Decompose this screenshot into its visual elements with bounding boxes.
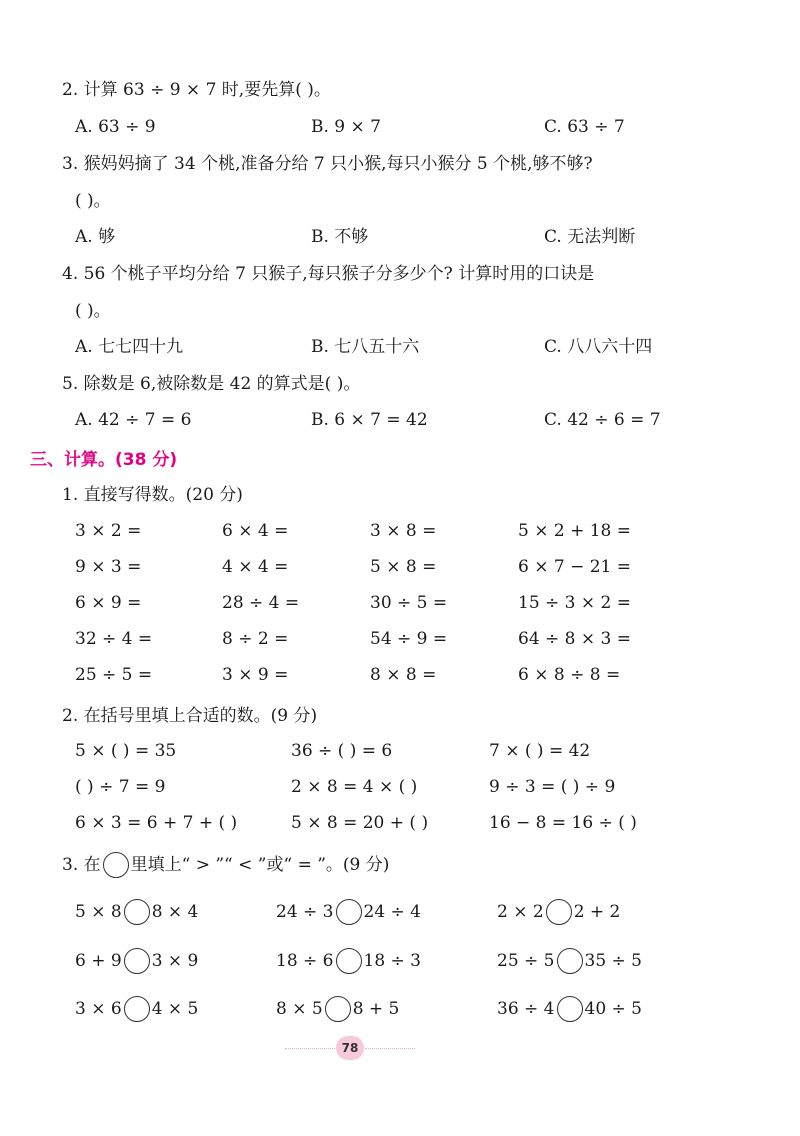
comparison-item bbox=[276, 948, 421, 975]
calc-item: 3 × 8 = bbox=[370, 521, 437, 541]
fill-blank-item: 36 ÷ ( ) = 6 bbox=[291, 741, 393, 761]
comparison-item bbox=[497, 899, 620, 926]
answer-circle[interactable] bbox=[124, 899, 150, 925]
comparison-right-expression: 18 ÷ 3 bbox=[363, 951, 421, 971]
question-5-option-a: A. 42 ÷ 7 = 6 bbox=[75, 410, 192, 430]
comparison-left-expression: 24 ÷ 3 bbox=[276, 902, 334, 922]
answer-circle[interactable] bbox=[124, 996, 150, 1022]
answer-circle[interactable] bbox=[124, 948, 150, 974]
question-5-option-c: C. 42 ÷ 6 = 7 bbox=[544, 410, 661, 430]
comparison-item bbox=[276, 899, 421, 926]
fill-blank-item: 5 × 8 = 20 + ( ) bbox=[291, 813, 429, 833]
comparison-item bbox=[75, 948, 198, 975]
fill-blank-item: 9 ÷ 3 = ( ) ÷ 9 bbox=[489, 777, 616, 797]
page-footer bbox=[0, 1034, 800, 1064]
comparison-left-expression: 18 ÷ 6 bbox=[276, 951, 334, 971]
question-2-option-a: A. 63 ÷ 9 bbox=[75, 117, 156, 137]
comparison-left-expression: 25 ÷ 5 bbox=[497, 951, 555, 971]
question-3-option-c: C. 无法判断 bbox=[544, 227, 636, 247]
question-2-stem: 2. 计算 63 ÷ 9 × 7 时,要先算( )。 bbox=[62, 80, 331, 100]
answer-circle[interactable] bbox=[557, 996, 583, 1022]
comparison-circle-icon bbox=[103, 852, 129, 878]
calc-item: 6 × 4 = bbox=[222, 521, 289, 541]
section-3-title: 三、计算。(38 分) bbox=[30, 450, 178, 470]
answer-circle[interactable] bbox=[336, 948, 362, 974]
comparison-right-expression: 2 + 2 bbox=[573, 902, 621, 922]
calc-item: 30 ÷ 5 = bbox=[370, 593, 448, 613]
comparison-left-expression: 8 × 5 bbox=[276, 999, 323, 1019]
question-2-option-b: B. 9 × 7 bbox=[311, 117, 381, 137]
part-3-title-suffix: 里填上“ > ”“ < ”或“ = ”。(9 分) bbox=[130, 855, 390, 875]
calc-item: 8 ÷ 2 = bbox=[222, 629, 289, 649]
question-3-answer-blank: ( )。 bbox=[75, 191, 111, 211]
calc-item: 5 × 8 = bbox=[370, 557, 437, 577]
answer-circle[interactable] bbox=[336, 899, 362, 925]
comparison-left-expression: 2 × 2 bbox=[497, 902, 544, 922]
fill-blank-item: 16 − 8 = 16 ÷ ( ) bbox=[489, 813, 637, 833]
question-5-option-b: B. 6 × 7 = 42 bbox=[311, 410, 428, 430]
calc-item: 32 ÷ 4 = bbox=[75, 629, 153, 649]
comparison-left-expression: 36 ÷ 4 bbox=[497, 999, 555, 1019]
calc-item: 3 × 9 = bbox=[222, 665, 289, 685]
comparison-right-expression: 35 ÷ 5 bbox=[584, 951, 642, 971]
part-2-title: 2. 在括号里填上合适的数。(9 分) bbox=[62, 706, 318, 726]
comparison-left-expression: 5 × 8 bbox=[75, 902, 122, 922]
question-4-option-b: B. 七八五十六 bbox=[311, 337, 420, 357]
comparison-item bbox=[75, 899, 198, 926]
comparison-right-expression: 24 ÷ 4 bbox=[363, 902, 421, 922]
calc-item: 6 × 9 = bbox=[75, 593, 142, 613]
fill-blank-item: 6 × 3 = 6 + 7 + ( ) bbox=[75, 813, 238, 833]
comparison-left-expression: 6 + 9 bbox=[75, 951, 122, 971]
calc-item: 6 × 8 ÷ 8 = bbox=[518, 665, 621, 685]
question-4-stem: 4. 56 个桃子平均分给 7 只猴子,每只猴子分多少个? 计算时用的口诀是 bbox=[62, 264, 595, 284]
calc-item: 4 × 4 = bbox=[222, 557, 289, 577]
comparison-item bbox=[497, 996, 642, 1023]
answer-circle[interactable] bbox=[546, 899, 572, 925]
calc-item: 15 ÷ 3 × 2 = bbox=[518, 593, 632, 613]
footer-divider-left bbox=[285, 1048, 335, 1049]
comparison-item bbox=[497, 948, 642, 975]
question-4-option-a: A. 七七四十九 bbox=[75, 337, 184, 357]
fill-blank-item: 7 × ( ) = 42 bbox=[489, 741, 591, 761]
fill-blank-item: 2 × 8 = 4 × ( ) bbox=[291, 777, 418, 797]
part-3-title-prefix: 3. 在 bbox=[62, 855, 101, 875]
comparison-right-expression: 8 + 5 bbox=[352, 999, 400, 1019]
calc-item: 5 × 2 + 18 = bbox=[518, 521, 632, 541]
fill-blank-item: ( ) ÷ 7 = 9 bbox=[75, 777, 166, 797]
comparison-left-expression: 3 × 6 bbox=[75, 999, 122, 1019]
calc-item: 6 × 7 − 21 = bbox=[518, 557, 632, 577]
fill-blank-item: 5 × ( ) = 35 bbox=[75, 741, 177, 761]
calc-item: 28 ÷ 4 = bbox=[222, 593, 300, 613]
page-number-badge: 78 bbox=[336, 1036, 364, 1060]
calc-item: 64 ÷ 8 × 3 = bbox=[518, 629, 632, 649]
question-3-option-b: B. 不够 bbox=[311, 227, 369, 247]
question-4-answer-blank: ( )。 bbox=[75, 301, 111, 321]
comparison-right-expression: 40 ÷ 5 bbox=[584, 999, 642, 1019]
part-3-title bbox=[62, 852, 389, 879]
calc-item: 54 ÷ 9 = bbox=[370, 629, 448, 649]
comparison-right-expression: 3 × 9 bbox=[151, 951, 199, 971]
question-2-option-c: C. 63 ÷ 7 bbox=[544, 117, 625, 137]
footer-divider-right bbox=[365, 1048, 415, 1049]
calc-item: 9 × 3 = bbox=[75, 557, 142, 577]
question-3-stem: 3. 猴妈妈摘了 34 个桃,准备分给 7 只小猴,每只小猴分 5 个桃,够不够? bbox=[62, 154, 593, 174]
comparison-item bbox=[276, 996, 399, 1023]
comparison-right-expression: 4 × 5 bbox=[151, 999, 199, 1019]
answer-circle[interactable] bbox=[325, 996, 351, 1022]
answer-circle[interactable] bbox=[557, 948, 583, 974]
part-1-title: 1. 直接写得数。(20 分) bbox=[62, 485, 243, 505]
question-3-option-a: A. 够 bbox=[75, 227, 116, 247]
comparison-item bbox=[75, 996, 198, 1023]
question-5-stem: 5. 除数是 6,被除数是 42 的算式是( )。 bbox=[62, 374, 361, 394]
question-4-option-c: C. 八八六十四 bbox=[544, 337, 653, 357]
calc-item: 8 × 8 = bbox=[370, 665, 437, 685]
calc-item: 3 × 2 = bbox=[75, 521, 142, 541]
calc-item: 25 ÷ 5 = bbox=[75, 665, 153, 685]
comparison-right-expression: 8 × 4 bbox=[151, 902, 199, 922]
